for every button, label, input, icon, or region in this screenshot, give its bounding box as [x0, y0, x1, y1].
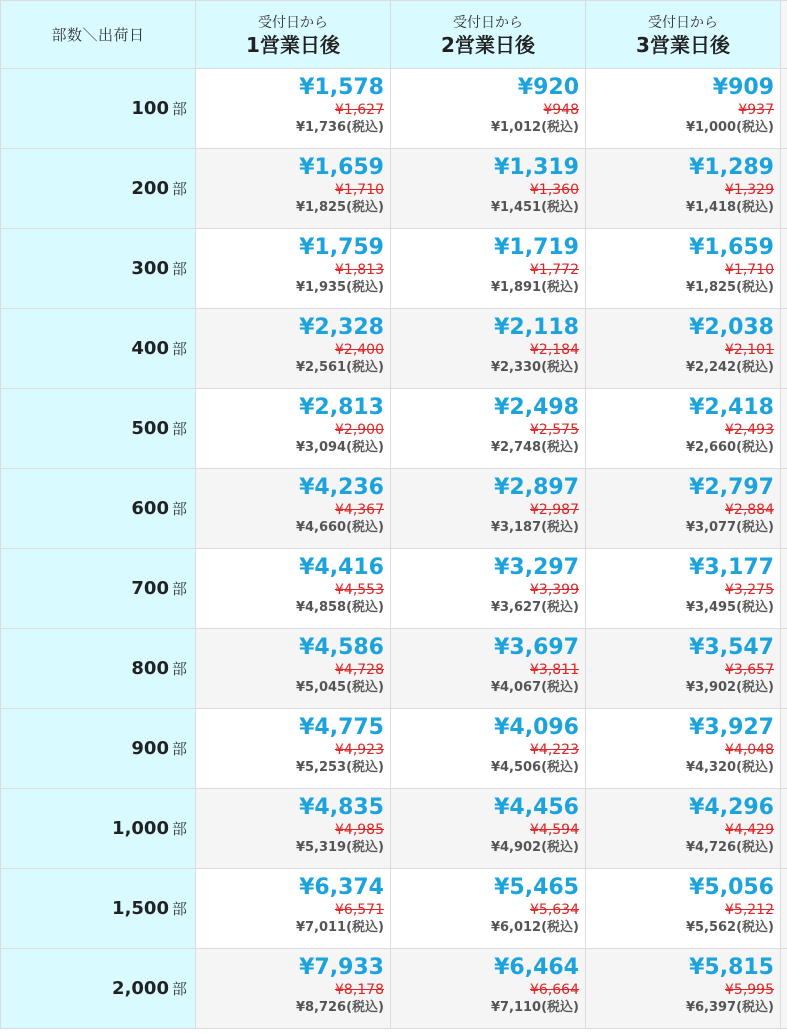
tax-included-price	[196, 439, 384, 457]
tax-included-price	[391, 439, 579, 457]
quantity-unit: 部	[171, 340, 187, 358]
tax-included-price	[391, 759, 579, 777]
table-row	[1, 949, 787, 1029]
sale-price: ¥1,659	[689, 235, 774, 260]
tax-included-price	[586, 279, 774, 297]
table-edge	[781, 389, 787, 469]
tax-included-suffix: (税込)	[346, 1000, 384, 1015]
tax-included-suffix: (税込)	[736, 440, 774, 455]
sale-price: ¥5,815	[689, 955, 774, 980]
tax-included-price	[586, 119, 774, 137]
sale-price: ¥4,296	[689, 795, 774, 820]
table-row	[1, 549, 787, 629]
tax-included-suffix: (税込)	[736, 760, 774, 775]
tax-included-suffix: (税込)	[541, 280, 579, 295]
tax-included-price	[586, 999, 774, 1017]
original-price: ¥5,995	[725, 982, 774, 998]
original-price: ¥1,329	[725, 182, 774, 198]
tax-included-value: ¥1,935	[295, 280, 347, 295]
table-row	[1, 629, 787, 709]
quantity-cell	[1, 629, 196, 709]
tax-included-price	[586, 199, 774, 217]
tax-included-suffix: (税込)	[736, 1000, 774, 1015]
table-row	[1, 389, 787, 469]
table-edge	[781, 69, 787, 149]
price-cell[interactable]	[586, 229, 781, 309]
price-cell[interactable]	[586, 69, 781, 149]
sale-price: ¥2,328	[299, 315, 384, 340]
quantity-value: 1,500	[112, 898, 169, 919]
tax-included-value: ¥6,397	[685, 1000, 737, 1015]
quantity-unit: 部	[171, 180, 187, 198]
column-header-day2	[391, 1, 586, 69]
tax-included-value: ¥3,627	[490, 600, 542, 615]
tax-included-value: ¥2,242	[685, 360, 737, 375]
original-price: ¥3,657	[725, 662, 774, 678]
sale-price: ¥2,418	[689, 395, 774, 420]
price-cell[interactable]	[391, 789, 586, 869]
price-cell[interactable]	[586, 709, 781, 789]
original-price: ¥1,627	[335, 102, 384, 118]
tax-included-suffix: (税込)	[346, 840, 384, 855]
table-header-row	[1, 1, 787, 69]
tax-included-suffix: (税込)	[541, 600, 579, 615]
tax-included-price	[196, 359, 384, 377]
sale-price: ¥1,289	[689, 155, 774, 180]
tax-included-suffix: (税込)	[541, 440, 579, 455]
quantity-cell	[1, 789, 196, 869]
original-price: ¥948	[543, 102, 579, 118]
original-price: ¥5,212	[725, 902, 774, 918]
tax-included-value: ¥1,825	[685, 280, 737, 295]
tax-included-price	[196, 199, 384, 217]
table-edge	[781, 229, 787, 309]
tax-included-price	[586, 839, 774, 857]
original-price: ¥2,493	[725, 422, 774, 438]
quantity-value: 900	[131, 738, 169, 759]
tax-included-value: ¥3,495	[685, 600, 737, 615]
table-row	[1, 229, 787, 309]
quantity-unit: 部	[171, 900, 187, 918]
column-header-day1	[196, 1, 391, 69]
tax-included-suffix: (税込)	[736, 840, 774, 855]
table-edge	[781, 629, 787, 709]
sale-price: ¥1,578	[299, 75, 384, 100]
tax-included-suffix: (税込)	[541, 200, 579, 215]
sale-price: ¥3,547	[689, 635, 774, 660]
tax-included-price	[586, 439, 774, 457]
price-cell[interactable]	[586, 629, 781, 709]
sale-price: ¥2,897	[494, 475, 579, 500]
tax-included-price	[391, 519, 579, 537]
sale-price: ¥6,374	[299, 875, 384, 900]
tax-included-value: ¥7,011	[295, 920, 347, 935]
tax-included-price	[196, 999, 384, 1017]
column-header-main: 3営業日後	[636, 32, 730, 57]
tax-included-suffix: (税込)	[541, 120, 579, 135]
price-cell[interactable]	[391, 869, 586, 949]
sale-price: ¥909	[712, 75, 774, 100]
tax-included-price	[586, 599, 774, 617]
original-price: ¥2,900	[335, 422, 384, 438]
quantity-unit: 部	[171, 100, 187, 118]
price-cell[interactable]	[196, 869, 391, 949]
quantity-value: 100	[131, 98, 169, 119]
original-price: ¥1,710	[725, 262, 774, 278]
sale-price: ¥4,456	[494, 795, 579, 820]
quantity-unit: 部	[171, 740, 187, 758]
tax-included-price	[196, 839, 384, 857]
sale-price: ¥1,659	[299, 155, 384, 180]
table-row	[1, 709, 787, 789]
tax-included-value: ¥5,562	[685, 920, 737, 935]
tax-included-suffix: (税込)	[346, 920, 384, 935]
original-price: ¥1,360	[530, 182, 579, 198]
corner-label: 部数＼出荷日	[51, 26, 145, 44]
column-header-sub: 受付日から	[258, 14, 328, 31]
price-cell[interactable]	[391, 389, 586, 469]
table-edge	[781, 469, 787, 549]
price-cell[interactable]	[196, 309, 391, 389]
price-cell[interactable]	[391, 149, 586, 229]
table-row	[1, 149, 787, 229]
tax-included-price	[391, 839, 579, 857]
sale-price: ¥4,096	[494, 715, 579, 740]
tax-included-value: ¥2,561	[295, 360, 347, 375]
table-row	[1, 469, 787, 549]
original-price: ¥4,048	[725, 742, 774, 758]
quantity-unit: 部	[171, 580, 187, 598]
tax-included-price	[391, 279, 579, 297]
sale-price: ¥5,465	[494, 875, 579, 900]
corner-header	[1, 1, 196, 69]
original-price: ¥3,399	[530, 582, 579, 598]
tax-included-value: ¥1,451	[490, 200, 542, 215]
tax-included-value: ¥4,320	[685, 760, 737, 775]
tax-included-price	[586, 759, 774, 777]
original-price: ¥2,400	[335, 342, 384, 358]
original-price: ¥4,223	[530, 742, 579, 758]
tax-included-price	[586, 919, 774, 937]
tax-included-value: ¥4,506	[490, 760, 542, 775]
tax-included-price	[391, 999, 579, 1017]
sale-price: ¥3,927	[689, 715, 774, 740]
tax-included-price	[196, 599, 384, 617]
tax-included-suffix: (税込)	[346, 280, 384, 295]
table-row	[1, 309, 787, 389]
quantity-value: 300	[131, 258, 169, 279]
original-price: ¥4,923	[335, 742, 384, 758]
tax-included-price	[391, 199, 579, 217]
sale-price: ¥2,498	[494, 395, 579, 420]
price-cell[interactable]	[196, 949, 391, 1029]
price-cell[interactable]	[196, 549, 391, 629]
sale-price: ¥2,118	[494, 315, 579, 340]
tax-included-price	[391, 919, 579, 937]
tax-included-value: ¥3,902	[685, 680, 737, 695]
original-price: ¥8,178	[335, 982, 384, 998]
price-cell[interactable]	[391, 309, 586, 389]
tax-included-value: ¥1,736	[295, 120, 347, 135]
tax-included-value: ¥1,012	[490, 120, 542, 135]
quantity-value: 400	[131, 338, 169, 359]
price-cell[interactable]	[196, 69, 391, 149]
quantity-cell	[1, 469, 196, 549]
table-body	[1, 69, 787, 1029]
tax-included-value: ¥1,000	[685, 120, 737, 135]
sale-price: ¥920	[517, 75, 579, 100]
tax-included-suffix: (税込)	[346, 600, 384, 615]
tax-included-value: ¥6,012	[490, 920, 542, 935]
price-cell[interactable]	[196, 629, 391, 709]
tax-included-value: ¥4,902	[490, 840, 542, 855]
sale-price: ¥1,759	[299, 235, 384, 260]
tax-included-suffix: (税込)	[541, 1000, 579, 1015]
tax-included-suffix: (税込)	[736, 680, 774, 695]
price-cell[interactable]	[391, 709, 586, 789]
tax-included-suffix: (税込)	[346, 200, 384, 215]
quantity-cell	[1, 709, 196, 789]
price-cell[interactable]	[586, 949, 781, 1029]
quantity-cell	[1, 149, 196, 229]
quantity-unit: 部	[171, 820, 187, 838]
quantity-cell	[1, 949, 196, 1029]
tax-included-price	[391, 119, 579, 137]
sale-price: ¥2,813	[299, 395, 384, 420]
table-edge	[781, 949, 787, 1029]
tax-included-suffix: (税込)	[736, 200, 774, 215]
quantity-cell	[1, 229, 196, 309]
tax-included-value: ¥4,067	[490, 680, 542, 695]
price-cell[interactable]	[586, 149, 781, 229]
tax-included-value: ¥4,726	[685, 840, 737, 855]
tax-included-suffix: (税込)	[346, 760, 384, 775]
tax-included-suffix: (税込)	[736, 120, 774, 135]
price-cell[interactable]	[586, 789, 781, 869]
original-price: ¥5,634	[530, 902, 579, 918]
original-price: ¥2,987	[530, 502, 579, 518]
price-cell[interactable]	[391, 469, 586, 549]
table-row	[1, 789, 787, 869]
original-price: ¥4,429	[725, 822, 774, 838]
column-header-day3	[586, 1, 781, 69]
tax-included-value: ¥3,187	[490, 520, 542, 535]
tax-included-suffix: (税込)	[346, 120, 384, 135]
original-price: ¥1,813	[335, 262, 384, 278]
quantity-cell	[1, 549, 196, 629]
original-price: ¥1,710	[335, 182, 384, 198]
column-header-sub: 受付日から	[453, 14, 523, 31]
sale-price: ¥4,775	[299, 715, 384, 740]
price-cell[interactable]	[196, 709, 391, 789]
price-cell[interactable]	[391, 949, 586, 1029]
tax-included-suffix: (税込)	[346, 360, 384, 375]
original-price: ¥6,664	[530, 982, 579, 998]
tax-included-suffix: (税込)	[541, 840, 579, 855]
original-price: ¥4,553	[335, 582, 384, 598]
original-price: ¥1,772	[530, 262, 579, 278]
tax-included-suffix: (税込)	[541, 920, 579, 935]
tax-included-value: ¥8,726	[295, 1000, 347, 1015]
sale-price: ¥6,464	[494, 955, 579, 980]
tax-included-value: ¥1,418	[685, 200, 737, 215]
tax-included-value: ¥1,825	[295, 200, 347, 215]
table-row	[1, 69, 787, 149]
original-price: ¥3,275	[725, 582, 774, 598]
sale-price: ¥2,038	[689, 315, 774, 340]
quantity-value: 500	[131, 418, 169, 439]
tax-included-suffix: (税込)	[541, 760, 579, 775]
price-cell[interactable]	[391, 229, 586, 309]
column-header-main: 2営業日後	[441, 32, 535, 57]
tax-included-value: ¥2,330	[490, 360, 542, 375]
tax-included-suffix: (税込)	[736, 280, 774, 295]
sale-price: ¥1,319	[494, 155, 579, 180]
sale-price: ¥5,056	[689, 875, 774, 900]
tax-included-value: ¥7,110	[490, 1000, 542, 1015]
tax-included-suffix: (税込)	[346, 680, 384, 695]
tax-included-value: ¥4,858	[295, 600, 347, 615]
tax-included-price	[586, 679, 774, 697]
table-edge	[781, 309, 787, 389]
original-price: ¥937	[738, 102, 774, 118]
tax-included-price	[196, 919, 384, 937]
sale-price: ¥4,586	[299, 635, 384, 660]
quantity-value: 1,000	[112, 818, 169, 839]
price-cell[interactable]	[391, 549, 586, 629]
original-price: ¥4,367	[335, 502, 384, 518]
quantity-unit: 部	[171, 660, 187, 678]
original-price: ¥2,884	[725, 502, 774, 518]
quantity-cell	[1, 309, 196, 389]
sale-price: ¥2,797	[689, 475, 774, 500]
table-edge	[781, 149, 787, 229]
sale-price: ¥4,835	[299, 795, 384, 820]
tax-included-suffix: (税込)	[736, 360, 774, 375]
sale-price: ¥4,416	[299, 555, 384, 580]
tax-included-price	[391, 359, 579, 377]
price-cell[interactable]	[586, 309, 781, 389]
price-cell[interactable]	[196, 389, 391, 469]
quantity-unit: 部	[171, 980, 187, 998]
quantity-unit: 部	[171, 420, 187, 438]
original-price: ¥3,811	[530, 662, 579, 678]
original-price: ¥2,101	[725, 342, 774, 358]
tax-included-suffix: (税込)	[736, 520, 774, 535]
tax-included-suffix: (税込)	[346, 520, 384, 535]
tax-included-value: ¥2,748	[490, 440, 542, 455]
tax-included-value: ¥3,077	[685, 520, 737, 535]
tax-included-price	[196, 519, 384, 537]
tax-included-value: ¥5,045	[295, 680, 347, 695]
column-header-main: 1営業日後	[246, 32, 340, 57]
sale-price: ¥4,236	[299, 475, 384, 500]
tax-included-value: ¥5,319	[295, 840, 347, 855]
tax-included-suffix: (税込)	[346, 440, 384, 455]
price-cell[interactable]	[586, 549, 781, 629]
original-price: ¥4,985	[335, 822, 384, 838]
quantity-value: 700	[131, 578, 169, 599]
tax-included-value: ¥4,660	[295, 520, 347, 535]
original-price: ¥2,575	[530, 422, 579, 438]
table-edge	[781, 549, 787, 629]
tax-included-suffix: (税込)	[736, 600, 774, 615]
tax-included-price	[196, 119, 384, 137]
tax-included-price	[196, 759, 384, 777]
price-cell[interactable]	[196, 469, 391, 549]
original-price: ¥4,728	[335, 662, 384, 678]
quantity-value: 200	[131, 178, 169, 199]
quantity-cell	[1, 389, 196, 469]
price-cell[interactable]	[586, 469, 781, 549]
sale-price: ¥3,297	[494, 555, 579, 580]
sale-price: ¥1,719	[494, 235, 579, 260]
quantity-cell	[1, 69, 196, 149]
price-cell[interactable]	[391, 629, 586, 709]
tax-included-suffix: (税込)	[541, 680, 579, 695]
tax-included-value: ¥2,660	[685, 440, 737, 455]
original-price: ¥4,594	[530, 822, 579, 838]
quantity-unit: 部	[171, 500, 187, 518]
tax-included-value: ¥5,253	[295, 760, 347, 775]
quantity-value: 800	[131, 658, 169, 679]
table-edge	[781, 709, 787, 789]
quantity-value: 600	[131, 498, 169, 519]
table-edge	[781, 1, 787, 69]
tax-included-price	[391, 679, 579, 697]
tax-included-price	[586, 359, 774, 377]
quantity-value: 2,000	[112, 978, 169, 999]
sale-price: ¥3,697	[494, 635, 579, 660]
table-row	[1, 869, 787, 949]
table-edge	[781, 869, 787, 949]
tax-included-price	[196, 279, 384, 297]
tax-included-value: ¥3,094	[295, 440, 347, 455]
price-cell[interactable]	[196, 149, 391, 229]
table-edge	[781, 789, 787, 869]
tax-included-suffix: (税込)	[541, 360, 579, 375]
price-cell[interactable]	[586, 389, 781, 469]
price-cell[interactable]	[586, 869, 781, 949]
price-cell[interactable]	[391, 69, 586, 149]
tax-included-suffix: (税込)	[541, 520, 579, 535]
quantity-cell	[1, 869, 196, 949]
tax-included-price	[586, 519, 774, 537]
original-price: ¥2,184	[530, 342, 579, 358]
tax-included-price	[391, 599, 579, 617]
price-cell[interactable]	[196, 789, 391, 869]
tax-included-price	[196, 679, 384, 697]
tax-included-value: ¥1,891	[490, 280, 542, 295]
sale-price: ¥3,177	[689, 555, 774, 580]
column-header-sub: 受付日から	[648, 14, 718, 31]
sale-price: ¥7,933	[299, 955, 384, 980]
tax-included-suffix: (税込)	[736, 920, 774, 935]
original-price: ¥6,571	[335, 902, 384, 918]
price-cell[interactable]	[196, 229, 391, 309]
quantity-unit: 部	[171, 260, 187, 278]
